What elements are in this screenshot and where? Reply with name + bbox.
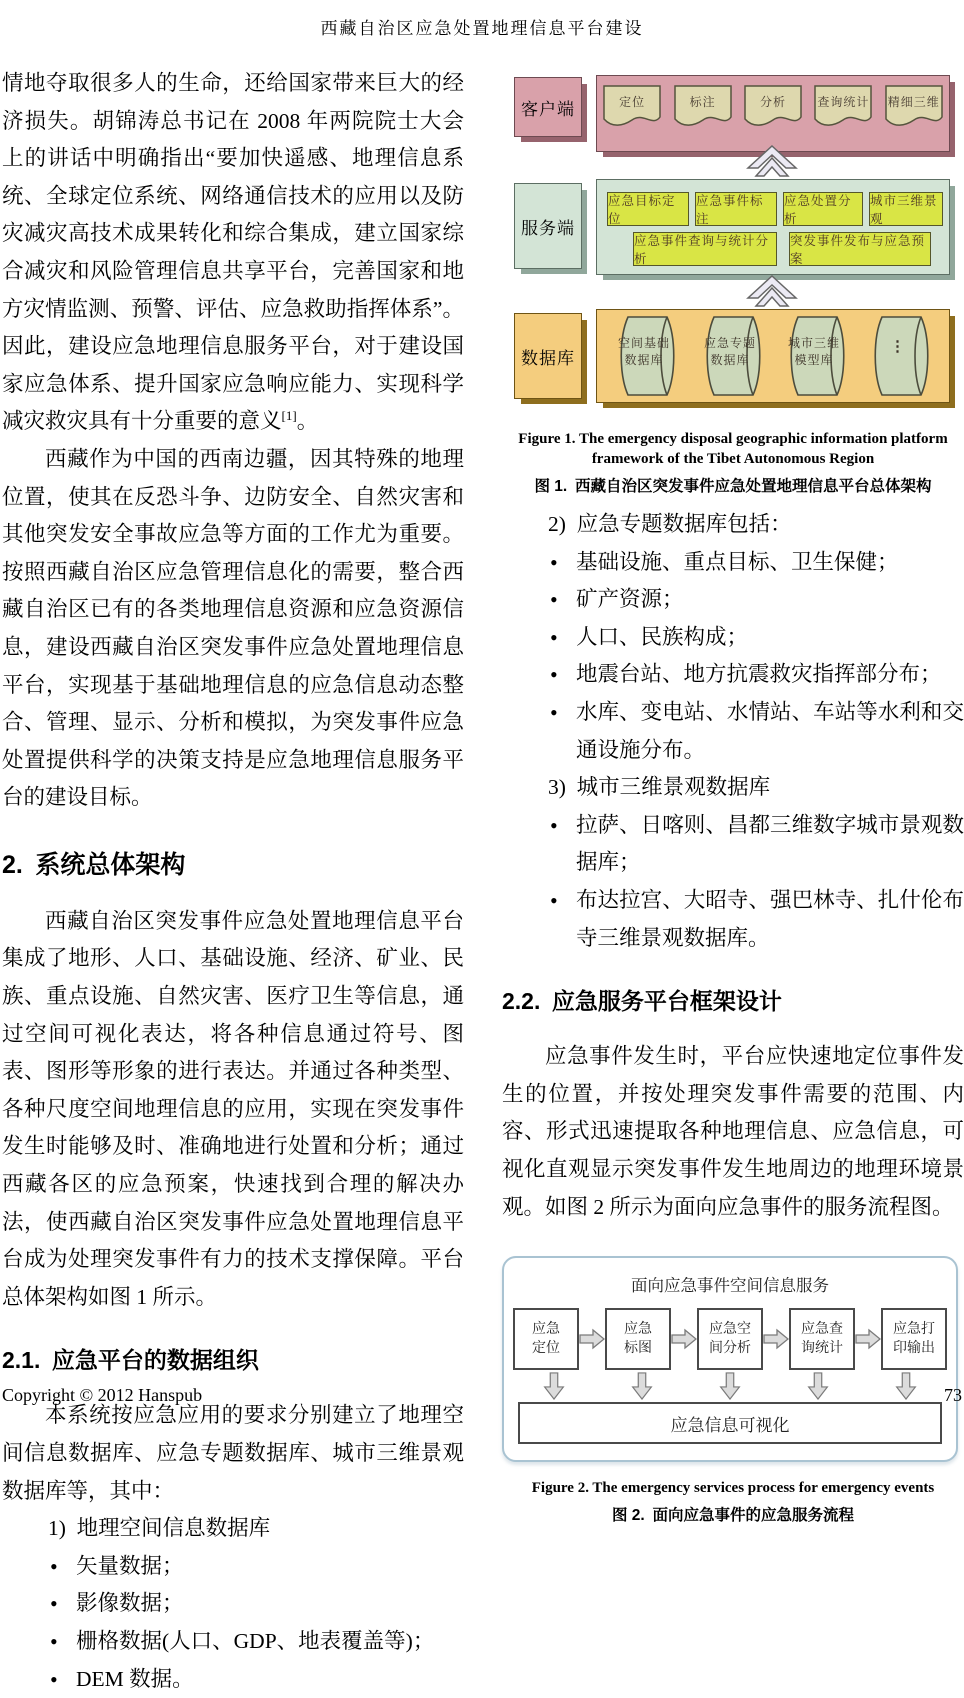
database-item-line2: 数据库 xyxy=(710,353,750,367)
paragraph-text: 情地夺取很多人的生命，还给国家带来巨大的经济损失。胡锦涛总书记在 2008 年两院院士大会上的讲话中明确指出“要加快遥感、地理信息系统、全球定位系统、网络通信技术的应用以及防灾减灾高技术成果转化和综合集成，建立国家综合减灾和风险管理信息共享平台，完善国家和地方灾情监测、预警、评估、应急救助指挥体系”。因此，建设应急地理信息服务平台，对于建设国家应急体系、提升国家应急响应能力、实现科学减灾救灾具有十分重要的意义 xyxy=(2,71,464,434)
list-2-header: 2) 应急专题数据库包括： xyxy=(548,512,792,536)
bullet-item: • 基础设施、重点目标、卫生保健； xyxy=(502,544,964,582)
server-module: 应急事件标注 xyxy=(695,192,777,226)
figure-2-steps-row xyxy=(504,1308,956,1370)
section-2-1-heading: 2.1. 应急平台的数据组织 xyxy=(2,1347,259,1374)
bullet-item: • 地震台站、地方抗震救灾指挥部分布； xyxy=(502,656,964,694)
list-2 xyxy=(502,506,964,957)
client-module-label: 查询统计 xyxy=(817,95,870,109)
client-module-label: 标注 xyxy=(689,95,716,109)
bullet-item: • 矿产资源； xyxy=(502,581,964,619)
database-cylinder xyxy=(785,315,849,397)
bullet-item: • 人口、民族构成； xyxy=(502,619,964,657)
right-column xyxy=(502,65,964,1698)
paragraph-intro xyxy=(2,65,464,441)
figure-2-caption-zh: 图 2. 面向应急事件的应急服务流程 xyxy=(612,1507,854,1525)
process-step: 应急打 印输出 xyxy=(881,1308,947,1370)
database-item-ellipsis: ⋮ xyxy=(890,339,906,355)
database-item-line2: 数据库 xyxy=(624,353,664,367)
bullet-item: • 矢量数据； xyxy=(2,1548,464,1586)
page-title: 西藏自治区应急处置地理信息平台建设 xyxy=(320,19,644,38)
arrow-up-icon xyxy=(746,275,798,309)
paragraph-end: 。 xyxy=(296,409,319,434)
database-cylinder xyxy=(615,315,679,397)
arrow-right-icon xyxy=(579,1328,605,1350)
section-2-heading: 2. 系统总体架构 xyxy=(2,850,186,879)
arrow-right-icon xyxy=(763,1328,789,1350)
section-2-1-paragraph: 本系统按应急应用的要求分别建立了地理空间信息数据库、应急专题数据库、城市三维景观数据库等，其中： xyxy=(2,1403,464,1503)
figure-1-architecture-diagram xyxy=(502,69,964,413)
copyright-text: Copyright © 2012 Hanspub xyxy=(2,1385,203,1405)
client-module-doc xyxy=(603,85,661,131)
database-item-line2: 模型库 xyxy=(794,353,834,367)
list-3-header: 3) 城市三维景观数据库 xyxy=(548,775,771,800)
cylinder-icon xyxy=(869,315,933,397)
client-module-doc xyxy=(814,85,872,131)
client-module-label: 分析 xyxy=(759,95,786,109)
bullet-item: • DEM 数据。 xyxy=(2,1661,464,1698)
client-module-label: 精细三维 xyxy=(887,95,940,109)
process-step: 应急 标图 xyxy=(605,1308,671,1370)
paragraph-tibet: 西藏作为中国的西南边疆，因其特殊的地理位置，使其在反恐斗争、边防安全、自然灾害和其他突发安全事故应急等方面的工作尤为重要。按照西藏自治区应急管理信息化的需要，整合西藏自治区已有的各类地理信息资源和应急资源信息，建设西藏自治区突发事件应急处置地理信息平台，实现基于基础地理信息的应急信息动态整合、管理、显示、分析和模拟，为突发事件应急处置提供科学的决策支持是应急地理信息服务平台的建设目标。 xyxy=(2,446,464,810)
two-column-body xyxy=(0,65,964,1698)
bullet-item: • 水库、变电站、水情站、车站等水利和交通设施分布。 xyxy=(502,694,964,769)
client-tier-label: 客户端 xyxy=(514,77,582,137)
bullet-item: • 影像数据； xyxy=(2,1585,464,1623)
server-module: 城市三维景观 xyxy=(869,192,943,226)
server-module: 应急目标定位 xyxy=(607,192,689,226)
arrow-right-icon xyxy=(671,1328,697,1350)
citation-ref: [1] xyxy=(281,408,297,424)
process-step: 应急查 询统计 xyxy=(789,1308,855,1370)
database-item-line1: 城市三维 xyxy=(787,336,840,350)
database-tier-label: 数据库 xyxy=(514,313,582,399)
bullet-item: • 栅格数据(人口、GDP、地表覆盖等)； xyxy=(2,1623,464,1661)
server-module-wide: 突发事件发布与应急预案 xyxy=(789,232,931,266)
client-module-doc xyxy=(885,85,943,131)
client-band xyxy=(596,75,950,152)
section-2-2-paragraph: 应急事件发生时，平台应快速地定位事件发生的位置，并按处理突发事件需要的范围、内容、形式迅速提取各种地理信息、应急信息，可视化直观显示突发事件发生地周边的地理环境景观。如图 2 所示为面向应急事件的服务流程图。 xyxy=(502,1044,964,1219)
visualization-bar: 应急信息可视化 xyxy=(518,1402,942,1444)
process-step: 应急 定位 xyxy=(513,1308,579,1370)
server-module: 应急处置分析 xyxy=(783,192,863,226)
bullet-item: • 布达拉宫、大昭寺、强巴林寺、扎什伦布寺三维景观数据库。 xyxy=(502,882,964,957)
database-cylinder xyxy=(701,315,765,397)
section-2-paragraph: 西藏自治区突发事件应急处置地理信息平台集成了地形、人口、基础设施、经济、矿业、民族、重点设施、自然灾害、医疗卫生等信息，通过空间可视化表达，将各种信息通过符号、图表、图形等形象的进行表达。并通过各种类型、各种尺度空间地理信息的应用，实现在突发事件发生时能够及时、准确地进行处置和分析；通过西藏各区的应急预案，快速找到合理的解决办法，使西藏自治区突发事件应急处置地理信息平台成为处理突发事件有力的技术支撑保障。平台总体架构如图 1 所示。 xyxy=(2,908,464,1309)
client-module-doc xyxy=(744,85,802,131)
database-item-line1: 应急专题 xyxy=(703,336,756,350)
server-module-wide: 应急事件查询与统计分析 xyxy=(633,232,777,266)
list-1-header: 1) 地理空间信息数据库 xyxy=(48,1516,271,1541)
page-footer xyxy=(2,1385,962,1406)
figure-2-process-diagram xyxy=(502,1256,958,1462)
process-step: 应急空 间分析 xyxy=(697,1308,763,1370)
client-module-doc xyxy=(674,85,732,131)
left-column xyxy=(2,65,464,1698)
figure-1-caption-zh: 图 1. 西藏自治区突发事件应急处置地理信息平台总体架构 xyxy=(534,478,932,495)
client-module-label: 定位 xyxy=(619,95,646,109)
arrow-right-icon xyxy=(855,1328,881,1350)
server-band xyxy=(596,179,950,275)
server-tier-label: 服务端 xyxy=(514,183,582,269)
section-2-2-heading: 2.2. 应急服务平台框架设计 xyxy=(502,988,782,1015)
database-band xyxy=(596,309,950,403)
database-item-line1: 空间基础 xyxy=(617,336,670,350)
figure-2-caption-en: Figure 2. The emergency services process for emergency events xyxy=(531,1480,935,1497)
bullet-item: • 拉萨、日喀则、昌都三维数字城市景观数据库； xyxy=(502,807,964,882)
figure-1-caption-en: Figure 1. The emergency disposal geographic information platform framework of the Tibet Autonomous Region xyxy=(518,431,948,467)
page-number: 73 xyxy=(944,1385,962,1405)
database-cylinder-ellipsis xyxy=(869,315,933,397)
arrow-up-icon xyxy=(746,145,798,179)
figure-2-inner-title: 面向应急事件空间信息服务 xyxy=(631,1276,829,1296)
